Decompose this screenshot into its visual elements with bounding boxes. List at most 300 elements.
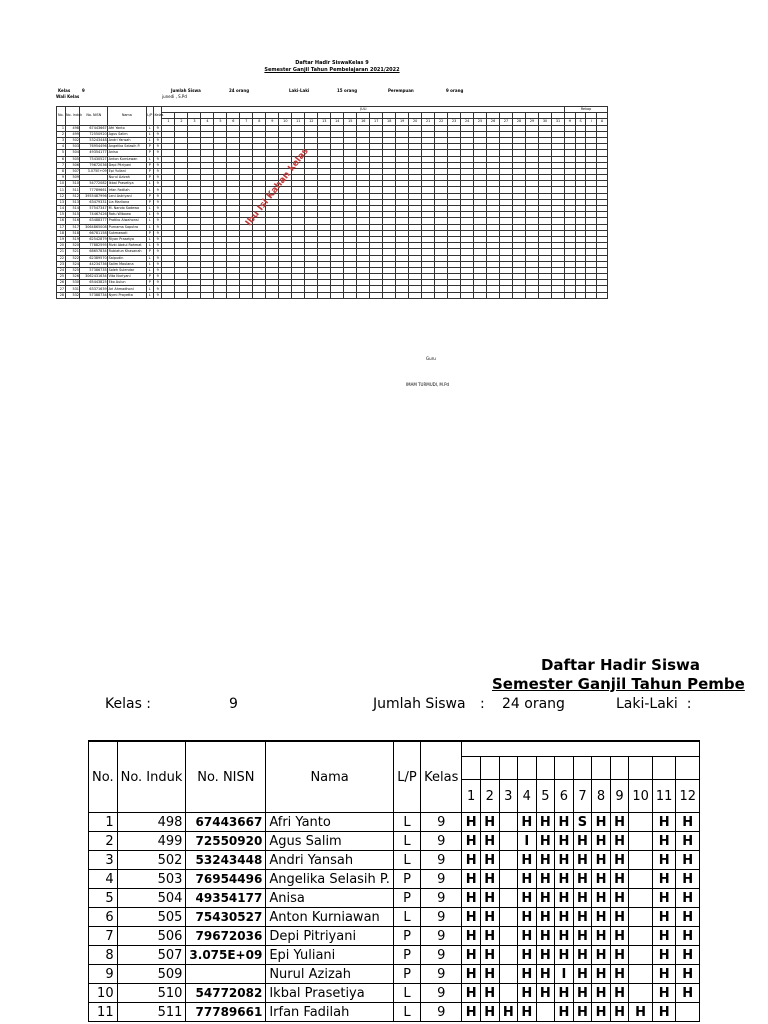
zoom-cell-induk: 507	[117, 946, 186, 965]
zoom-cell-lp: L	[393, 813, 420, 832]
attendance-mark	[629, 832, 653, 851]
attendance-mark: H	[610, 870, 629, 889]
attendance-mark: H	[555, 870, 574, 889]
thumb-info	[56, 88, 608, 100]
thumb-rekap-col: A	[597, 119, 608, 125]
attendance-mark: H	[518, 1003, 537, 1022]
attendance-mark	[499, 851, 518, 870]
attendance-mark: H	[462, 889, 481, 908]
attendance-mark: H	[676, 832, 700, 851]
thumb-cell-day	[292, 292, 305, 298]
zoom-cell-induk: 505	[117, 908, 186, 927]
thumb-day-header: 28	[513, 119, 526, 125]
thumb-perempuan-label: Perempuan	[388, 88, 414, 93]
zoom-col-kelas: Kelas	[421, 741, 462, 813]
thumb-cell-day	[409, 292, 422, 298]
thumb-day-header: 11	[292, 119, 305, 125]
thumb-cell-day	[227, 292, 240, 298]
thumb-wali-label: Wali Kelas	[56, 94, 80, 99]
thumb-cell-day	[279, 292, 292, 298]
attendance-mark: H	[555, 889, 574, 908]
zoom-cell-induk: 511	[117, 1003, 186, 1022]
attendance-mark: H	[518, 946, 537, 965]
thumb-cell-induk: 526	[65, 274, 80, 280]
thumb-cell-nisn: 67443667	[80, 125, 108, 131]
zoom-cell-kelas: 9	[421, 1003, 462, 1022]
zoom-cell-induk: 503	[117, 870, 186, 889]
attendance-mark: H	[480, 851, 499, 870]
zoom-cell-induk: 498	[117, 813, 186, 832]
attendance-mark: H	[555, 984, 574, 1003]
thumb-cell-induk: 503	[65, 144, 80, 150]
thumb-cell-induk: 514	[65, 206, 80, 212]
attendance-mark	[536, 1003, 555, 1022]
thumb-cell-lp: L	[146, 137, 153, 143]
attendance-mark: H	[652, 832, 676, 851]
attendance-mark: H	[610, 1003, 629, 1022]
thumb-day-header: 30	[539, 119, 552, 125]
attendance-mark: H	[555, 908, 574, 927]
attendance-mark: H	[536, 889, 555, 908]
attendance-mark: I	[518, 832, 537, 851]
thumb-month-header: JULI	[162, 107, 565, 113]
thumb-cell-day	[266, 292, 279, 298]
thumb-cell-nisn: 54772082	[80, 181, 108, 187]
attendance-mark: H	[676, 984, 700, 1003]
thumb-cell-nisn: 76954496	[80, 144, 108, 150]
attendance-mark: H	[536, 813, 555, 832]
thumb-cell-nama: Agus Salim	[108, 131, 146, 137]
attendance-mark: H	[610, 908, 629, 927]
thumb-cell-kelas: 9	[153, 236, 162, 242]
zoom-cell-kelas: 9	[421, 927, 462, 946]
attendance-mark	[629, 946, 653, 965]
thumb-cell-no: 15	[57, 212, 66, 218]
thumb-cell-kelas: 9	[153, 131, 162, 137]
thumb-col-nama: Nama	[108, 107, 146, 126]
attendance-mark: H	[676, 870, 700, 889]
thumb-day-header: 23	[448, 119, 461, 125]
attendance-mark: H	[573, 832, 592, 851]
thumb-day-header: 9	[266, 119, 279, 125]
thumb-cell-day	[422, 292, 435, 298]
zoom-day-header: 11	[652, 780, 676, 813]
thumb-day-header: 17	[370, 119, 383, 125]
thumb-cell-nisn: 75430527	[80, 156, 108, 162]
thumb-day-header: 8	[253, 119, 266, 125]
attendance-mark: H	[610, 927, 629, 946]
zoom-cell-induk: 499	[117, 832, 186, 851]
thumb-cell-kelas: 9	[153, 125, 162, 131]
zoom-day-header: 1	[462, 780, 481, 813]
attendance-mark	[499, 889, 518, 908]
zoom-title: Daftar Hadir Siswa	[540, 656, 700, 674]
zoom-kelas-value: 9	[229, 696, 238, 712]
thumb-cell-no: 13	[57, 199, 66, 205]
thumb-cell-nisn: 3064865008	[80, 224, 108, 230]
zoom-jumlah-value: 24 orang	[502, 696, 565, 712]
thumb-day-header: 22	[435, 119, 448, 125]
thumb-cell-induk: 513	[65, 199, 80, 205]
attendance-mark: H	[573, 946, 592, 965]
zoom-cell-induk: 502	[117, 851, 186, 870]
zoom-cell-nisn: 75430527	[186, 908, 266, 927]
zoom-cell-kelas: 9	[421, 832, 462, 851]
zoom-header-blank	[499, 757, 518, 780]
thumb-cell-kelas: 9	[153, 175, 162, 181]
attendance-mark: H	[462, 1003, 481, 1022]
thumb-cell-lp: L	[146, 212, 153, 218]
zoom-table-row	[89, 1003, 700, 1022]
attendance-mark: H	[592, 908, 611, 927]
thumb-cell-day	[253, 292, 266, 298]
thumb-day-header: 6	[227, 119, 240, 125]
thumb-cell-induk: 531	[65, 286, 80, 292]
zoom-cell-no: 4	[89, 870, 118, 889]
thumb-cell-kelas: 9	[153, 249, 162, 255]
thumb-col-lp: L/P	[146, 107, 153, 126]
thumb-cell-nisn: 62389570	[80, 255, 108, 261]
thumb-rekap-col: S	[575, 119, 586, 125]
thumb-day-header: 19	[396, 119, 409, 125]
thumb-cell-no: 22	[57, 255, 66, 261]
thumb-kelas-label: Kelas	[58, 88, 71, 93]
attendance-mark: H	[518, 851, 537, 870]
thumb-cell-day	[586, 292, 597, 298]
attendance-mark: H	[462, 927, 481, 946]
attendance-mark: H	[518, 965, 537, 984]
zoom-cell-lp: L	[393, 1003, 420, 1022]
thumb-cell-kelas: 9	[153, 193, 162, 199]
thumb-cell-kelas: 9	[153, 212, 162, 218]
attendance-mark: H	[592, 1003, 611, 1022]
attendance-mark: H	[480, 1003, 499, 1022]
thumb-cell-nama: Lia Marliana	[108, 199, 146, 205]
thumb-cell-lp: L	[146, 156, 153, 162]
thumb-laki-label: Laki-Laki	[289, 88, 310, 93]
thumb-cell-lp: L	[146, 255, 153, 261]
thumb-cell-day	[396, 292, 409, 298]
thumb-day-header: 7	[240, 119, 253, 125]
thumb-cell-kelas: 9	[153, 137, 162, 143]
thumb-cell-lp: L	[146, 206, 153, 212]
thumb-cell-induk: 509	[65, 175, 80, 181]
attendance-mark: H	[462, 984, 481, 1003]
attendance-mark	[629, 889, 653, 908]
attendance-mark: H	[555, 832, 574, 851]
zoom-cell-nama: Angelika Selasih P.	[266, 870, 394, 889]
attendance-mark: H	[592, 927, 611, 946]
attendance-mark: H	[592, 832, 611, 851]
thumb-cell-day	[305, 292, 318, 298]
attendance-mark: H	[592, 984, 611, 1003]
zoom-day-header: 7	[573, 780, 592, 813]
thumb-cell-no: 28	[57, 292, 66, 298]
zoom-cell-no: 10	[89, 984, 118, 1003]
attendance-mark	[629, 927, 653, 946]
attendance-mark: H	[555, 813, 574, 832]
zoom-cell-nisn: 49354177	[186, 889, 266, 908]
thumb-cell-nama: Depi Pitriyani	[108, 162, 146, 168]
thumb-table-row	[57, 292, 608, 298]
zoom-cell-lp: L	[393, 908, 420, 927]
attendance-mark: H	[555, 927, 574, 946]
attendance-mark: H	[592, 870, 611, 889]
thumb-cell-induk: 519	[65, 236, 80, 242]
attendance-mark	[629, 870, 653, 889]
thumb-cell-nama: Purnama Saputra	[108, 224, 146, 230]
thumb-cell-induk: 530	[65, 280, 80, 286]
thumb-cell-kelas: 9	[153, 144, 162, 150]
thumb-laki-value: 15 orang	[337, 88, 358, 93]
zoom-col-nisn: No. NISN	[186, 741, 266, 813]
zoom-col-nama: Nama	[266, 741, 394, 813]
zoom-cell-nama: Irfan Fadilah	[266, 1003, 394, 1022]
thumb-cell-induk: 521	[65, 249, 80, 255]
thumb-cell-nama: Anisa	[108, 150, 146, 156]
zoom-subtitle: Semester Ganjil Tahun Pembe	[492, 675, 745, 693]
zoom-attendance-table	[88, 740, 700, 1022]
zoom-cell-kelas: 9	[421, 984, 462, 1003]
thumb-cell-day	[487, 292, 500, 298]
thumb-day-header: 20	[409, 119, 422, 125]
attendance-mark: H	[610, 965, 629, 984]
attendance-mark: H	[629, 1003, 653, 1022]
attendance-mark	[629, 908, 653, 927]
attendance-mark: H	[573, 908, 592, 927]
thumb-cell-lp: L	[146, 236, 153, 242]
zoom-day-header: 9	[610, 780, 629, 813]
attendance-mark: H	[676, 813, 700, 832]
thumb-day-header: 26	[487, 119, 500, 125]
thumb-day-header: 29	[526, 119, 539, 125]
thumb-cell-induk: 512	[65, 193, 80, 199]
thumb-day-header: 1	[162, 119, 175, 125]
thumb-cell-lp: L	[146, 286, 153, 292]
attendance-mark: H	[573, 984, 592, 1003]
thumb-cell-induk: 511	[65, 187, 80, 193]
zoom-cell-induk: 504	[117, 889, 186, 908]
thumb-day-header: 4	[201, 119, 214, 125]
thumb-cell-kelas: 9	[153, 274, 162, 280]
thumb-cell-kelas: 9	[153, 292, 162, 298]
thumb-cell-nama: Leni Astriyani	[108, 193, 146, 199]
thumb-day-header: 3	[188, 119, 201, 125]
thumb-cell-kelas: 9	[153, 261, 162, 267]
thumb-cell-lp: P	[146, 274, 153, 280]
zoom-cell-nama: Anton Kurniawan	[266, 908, 394, 927]
attendance-mark: H	[555, 946, 574, 965]
zoom-day-header: 10	[629, 780, 653, 813]
thumb-day-header: 12	[305, 119, 318, 125]
thumb-cell-day	[201, 292, 214, 298]
zoom-header-blank	[573, 757, 592, 780]
thumb-cell-no: 11	[57, 187, 66, 193]
attendance-mark: H	[480, 946, 499, 965]
thumb-cell-no: 10	[57, 181, 66, 187]
thumb-cell-nisn: 66781158	[80, 230, 108, 236]
thumb-day-header: 2	[175, 119, 188, 125]
thumb-day-header: 16	[357, 119, 370, 125]
thumb-cell-day	[513, 292, 526, 298]
thumb-cell-nisn: 49354177	[80, 150, 108, 156]
thumb-cell-no: 27	[57, 286, 66, 292]
thumb-cell-no: 8	[57, 168, 66, 174]
zoom-cell-lp: P	[393, 889, 420, 908]
thumb-cell-day	[435, 292, 448, 298]
thumb-cell-no: 20	[57, 243, 66, 249]
attendance-mark: H	[676, 908, 700, 927]
thumb-cell-nisn: 44234736	[80, 261, 108, 267]
thumb-cell-lp: L	[146, 187, 153, 193]
zoom-cell-nama: Afri Yanto	[266, 813, 394, 832]
thumb-cell-day	[565, 292, 576, 298]
thumb-cell-induk: 524	[65, 261, 80, 267]
thumb-cell-induk: 504	[65, 150, 80, 156]
attendance-mark: H	[592, 965, 611, 984]
attendance-mark: H	[652, 813, 676, 832]
thumb-signature: IMAM TURMUDI, M.Pd	[406, 382, 450, 387]
attendance-mark: S	[573, 813, 592, 832]
thumb-cell-lp: P	[146, 230, 153, 236]
thumb-cell-no: 3	[57, 137, 66, 143]
thumb-cell-no: 4	[57, 144, 66, 150]
attendance-mark: H	[652, 908, 676, 927]
zoom-cell-nama: Depi Pitriyani	[266, 927, 394, 946]
thumb-cell-nama: Epi Yuliani	[108, 168, 146, 174]
attendance-mark: H	[610, 851, 629, 870]
zoom-cell-lp: P	[393, 927, 420, 946]
thumb-cell-kelas: 9	[153, 255, 162, 261]
thumb-cell-nama: Nurul Azizah	[108, 175, 146, 181]
attendance-mark	[499, 984, 518, 1003]
zoom-cell-nama: Nurul Azizah	[266, 965, 394, 984]
thumb-cell-no: 19	[57, 236, 66, 242]
thumb-cell-day	[539, 292, 552, 298]
zoom-cell-no: 7	[89, 927, 118, 946]
zoom-cell-no: 5	[89, 889, 118, 908]
zoom-cell-lp: P	[393, 870, 420, 889]
thumb-cell-lp: P	[146, 199, 153, 205]
zoom-table-row	[89, 984, 700, 1003]
zoom-cell-nisn	[186, 965, 266, 984]
thumb-cell-induk: 510	[65, 181, 80, 187]
zoomed-section	[0, 650, 745, 1024]
attendance-mark: H	[573, 889, 592, 908]
thumb-subtitle: Semester Ganjil Tahun Pembelajaran 2021/2022	[264, 67, 400, 73]
zoom-header-row	[89, 741, 700, 757]
attendance-mark: H	[592, 946, 611, 965]
attendance-mark: H	[536, 870, 555, 889]
thumb-cell-no: 25	[57, 274, 66, 280]
thumb-cell-lp: L	[146, 224, 153, 230]
thumb-cell-no: 12	[57, 193, 66, 199]
thumb-cell-kelas: 9	[153, 162, 162, 168]
thumb-cell-no: 21	[57, 249, 66, 255]
attendance-mark: H	[480, 870, 499, 889]
thumb-jumlah-value: 24 orang	[229, 88, 250, 93]
thumb-cell-lp: P	[146, 144, 153, 150]
attendance-mark: H	[536, 851, 555, 870]
attendance-mark: H	[573, 851, 592, 870]
attendance-mark: H	[610, 946, 629, 965]
thumb-rekap-header: Rekap	[565, 107, 608, 113]
zoom-cell-nisn: 79672036	[186, 927, 266, 946]
thumb-cell-lp: L	[146, 218, 153, 224]
thumb-cell-induk: 532	[65, 292, 80, 298]
attendance-mark: H	[536, 927, 555, 946]
zoom-table-row	[89, 870, 700, 889]
attendance-mark: H	[518, 870, 537, 889]
zoom-header-blank	[518, 757, 537, 780]
attendance-mark	[499, 870, 518, 889]
attendance-mark: H	[573, 870, 592, 889]
attendance-mark: H	[462, 813, 481, 832]
attendance-mark: H	[610, 813, 629, 832]
thumb-day-header: 5	[214, 119, 227, 125]
attendance-mark: H	[610, 889, 629, 908]
thumb-cell-nisn: 68657834	[80, 249, 108, 255]
thumb-cell-nisn: 3955487996	[80, 193, 108, 199]
thumb-cell-kelas: 9	[153, 156, 162, 162]
zoom-table-row	[89, 832, 700, 851]
attendance-mark: H	[462, 965, 481, 984]
zoom-cell-kelas: 9	[421, 851, 462, 870]
attendance-mark: H	[573, 1003, 592, 1022]
thumb-wali-value: junedi , S.Pd	[162, 94, 187, 99]
zoom-header-blank	[652, 757, 676, 780]
zoom-cell-kelas: 9	[421, 889, 462, 908]
zoom-day-header: 4	[518, 780, 537, 813]
zoom-cell-kelas: 9	[421, 813, 462, 832]
thumb-cell-induk: 507	[65, 168, 80, 174]
thumb-cell-kelas: 9	[153, 280, 162, 286]
thumb-rekap-col: I	[586, 119, 597, 125]
attendance-mark: H	[652, 870, 676, 889]
zoom-cell-induk: 510	[117, 984, 186, 1003]
thumb-cell-no: 7	[57, 162, 66, 168]
thumb-cell-day	[526, 292, 539, 298]
thumb-col-nisn: No. NISN	[80, 107, 108, 126]
zoom-cell-lp: L	[393, 851, 420, 870]
thumb-cell-no: 17	[57, 224, 66, 230]
zoom-cell-kelas: 9	[421, 946, 462, 965]
thumb-cell-nisn: 3062431634	[80, 274, 108, 280]
thumb-day-header: 31	[552, 119, 565, 125]
zoom-cell-lp: P	[393, 946, 420, 965]
attendance-mark: H	[480, 813, 499, 832]
attendance-mark: H	[610, 984, 629, 1003]
thumb-cell-induk: 515	[65, 212, 80, 218]
thumb-cell-nisn: 57388734	[80, 292, 108, 298]
thumb-day-header: 18	[383, 119, 396, 125]
attendance-mark: H	[676, 946, 700, 965]
thumb-cell-day	[175, 292, 188, 298]
thumb-col-no: No.	[57, 107, 66, 126]
thumb-day-header: 15	[344, 119, 357, 125]
thumb-cell-nama: M. Nando Sadewa	[108, 206, 146, 212]
thumb-cell-no: 5	[57, 150, 66, 156]
zoom-table-row	[89, 965, 700, 984]
attendance-mark: H	[462, 851, 481, 870]
thumb-cell-day	[552, 292, 565, 298]
thumb-cell-lp: L	[146, 292, 153, 298]
zoom-cell-nisn: 53243448	[186, 851, 266, 870]
thumb-cell-nisn: 72550920	[80, 131, 108, 137]
thumb-cell-nama: Soleh Sulendar	[108, 267, 146, 273]
zoom-cell-nama: Agus Salim	[266, 832, 394, 851]
thumb-cell-no: 26	[57, 280, 66, 286]
